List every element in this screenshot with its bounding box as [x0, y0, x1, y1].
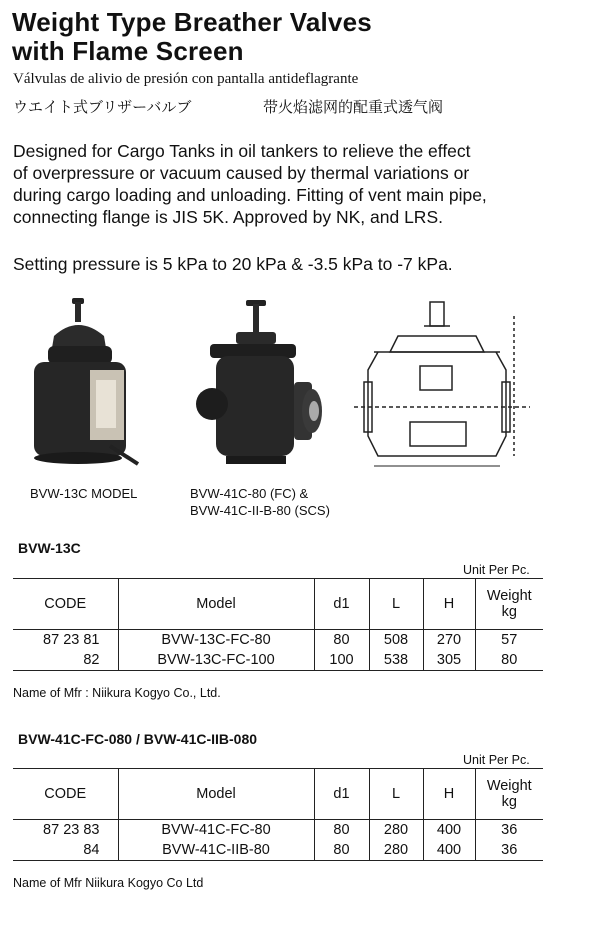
header-weight-unit: kg — [501, 604, 517, 620]
cell-model: BVW-41C-FC-80 — [118, 820, 314, 841]
cell-l: 538 — [369, 650, 423, 671]
description-line: Designed for Cargo Tanks in oil tankers to relieve the effect — [13, 141, 471, 161]
cell-l: 280 — [369, 840, 423, 861]
cell-weight: 36 — [475, 840, 543, 861]
table-row — [13, 840, 543, 861]
table-header-row — [13, 579, 543, 630]
setting-pressure: Setting pressure is 5 kPa to 20 kPa & -3.5 kPa to -7 kPa. — [13, 254, 453, 274]
cell-code: 84 — [13, 840, 118, 861]
header-model: Model — [118, 579, 314, 630]
caption-bvw-41c-line-1: BVW-41C-80 (FC) & — [190, 486, 309, 501]
header-weight — [475, 579, 543, 630]
description-line: of overpressure or vacuum caused by thermal variations or — [13, 163, 470, 183]
header-h: H — [423, 579, 475, 630]
header-l: L — [369, 769, 423, 820]
manufacturer-note: Name of Mfr : Niikura Kogyo Co., Ltd. — [13, 686, 221, 700]
caption-bvw-13c: BVW-13C MODEL — [30, 486, 138, 501]
cell-l: 508 — [369, 630, 423, 651]
table-row — [13, 650, 543, 671]
subtitle-japanese: ウエイト式ブリザーバルブ — [13, 98, 192, 116]
table-header-row — [13, 769, 543, 820]
caption-bvw-41c-line-2: BVW-41C-II-B-80 (SCS) — [190, 503, 330, 518]
cell-model: BVW-41C-IIB-80 — [118, 840, 314, 861]
cell-d1: 80 — [314, 630, 369, 651]
spec-table-bvw-13c — [13, 578, 543, 671]
header-code: CODE — [13, 769, 118, 820]
cell-model: BVW-13C-FC-100 — [118, 650, 314, 671]
unit-label: Unit Per Pc. — [463, 563, 530, 577]
table-row — [13, 630, 543, 651]
bvw-13c-photo — [26, 296, 144, 474]
header-model: Model — [118, 769, 314, 820]
section-title-bvw-13c: BVW-13C — [18, 540, 81, 556]
unit-label: Unit Per Pc. — [463, 753, 530, 767]
subtitle-chinese: 带火焰滤网的配重式透气阀 — [263, 98, 444, 116]
cell-d1: 80 — [314, 820, 369, 841]
cell-h: 270 — [423, 630, 475, 651]
header-d1: d1 — [314, 769, 369, 820]
header-d1: d1 — [314, 579, 369, 630]
description-line: connecting flange is JIS 5K. Approved by NK, and LRS. — [13, 207, 443, 227]
cell-d1: 100 — [314, 650, 369, 671]
manufacturer-note: Name of Mfr Niikura Kogyo Co Ltd — [13, 876, 204, 890]
cell-weight: 80 — [475, 650, 543, 671]
bvw-41c-photo — [196, 296, 326, 476]
table-row — [13, 820, 543, 841]
header-code: CODE — [13, 579, 118, 630]
cell-code: 87 23 83 — [43, 822, 100, 838]
header-weight-label: Weight — [486, 778, 532, 794]
title-line-1: Weight Type Breather Valves — [12, 7, 372, 37]
header-weight — [475, 769, 543, 820]
header-weight-unit: kg — [501, 794, 517, 810]
section-title-bvw-41c: BVW-41C-FC-080 / BVW-41C-IIB-080 — [18, 731, 258, 747]
cell-h: 400 — [423, 840, 475, 861]
cell-code: 82 — [13, 650, 118, 671]
cell-weight: 36 — [475, 820, 543, 841]
cell-h: 305 — [423, 650, 475, 671]
header-h: H — [423, 769, 475, 820]
subtitle-spanish: Válvulas de alivio de presión con pantalla antideflagrante — [13, 71, 359, 87]
cell-code: 87 23 81 — [43, 632, 100, 648]
technical-drawing — [354, 296, 550, 478]
cell-l: 280 — [369, 820, 423, 841]
cell-d1: 80 — [314, 840, 369, 861]
title-line-2: with Flame Screen — [12, 36, 244, 66]
header-l: L — [369, 579, 423, 630]
header-weight-label: Weight — [486, 588, 532, 604]
description-line: during cargo loading and unloading. Fitting of vent main pipe, — [13, 185, 487, 205]
description — [13, 140, 583, 228]
cell-h: 400 — [423, 820, 475, 841]
cell-weight: 57 — [475, 630, 543, 651]
spec-table-bvw-41c — [13, 768, 543, 861]
cell-model: BVW-13C-FC-80 — [118, 630, 314, 651]
